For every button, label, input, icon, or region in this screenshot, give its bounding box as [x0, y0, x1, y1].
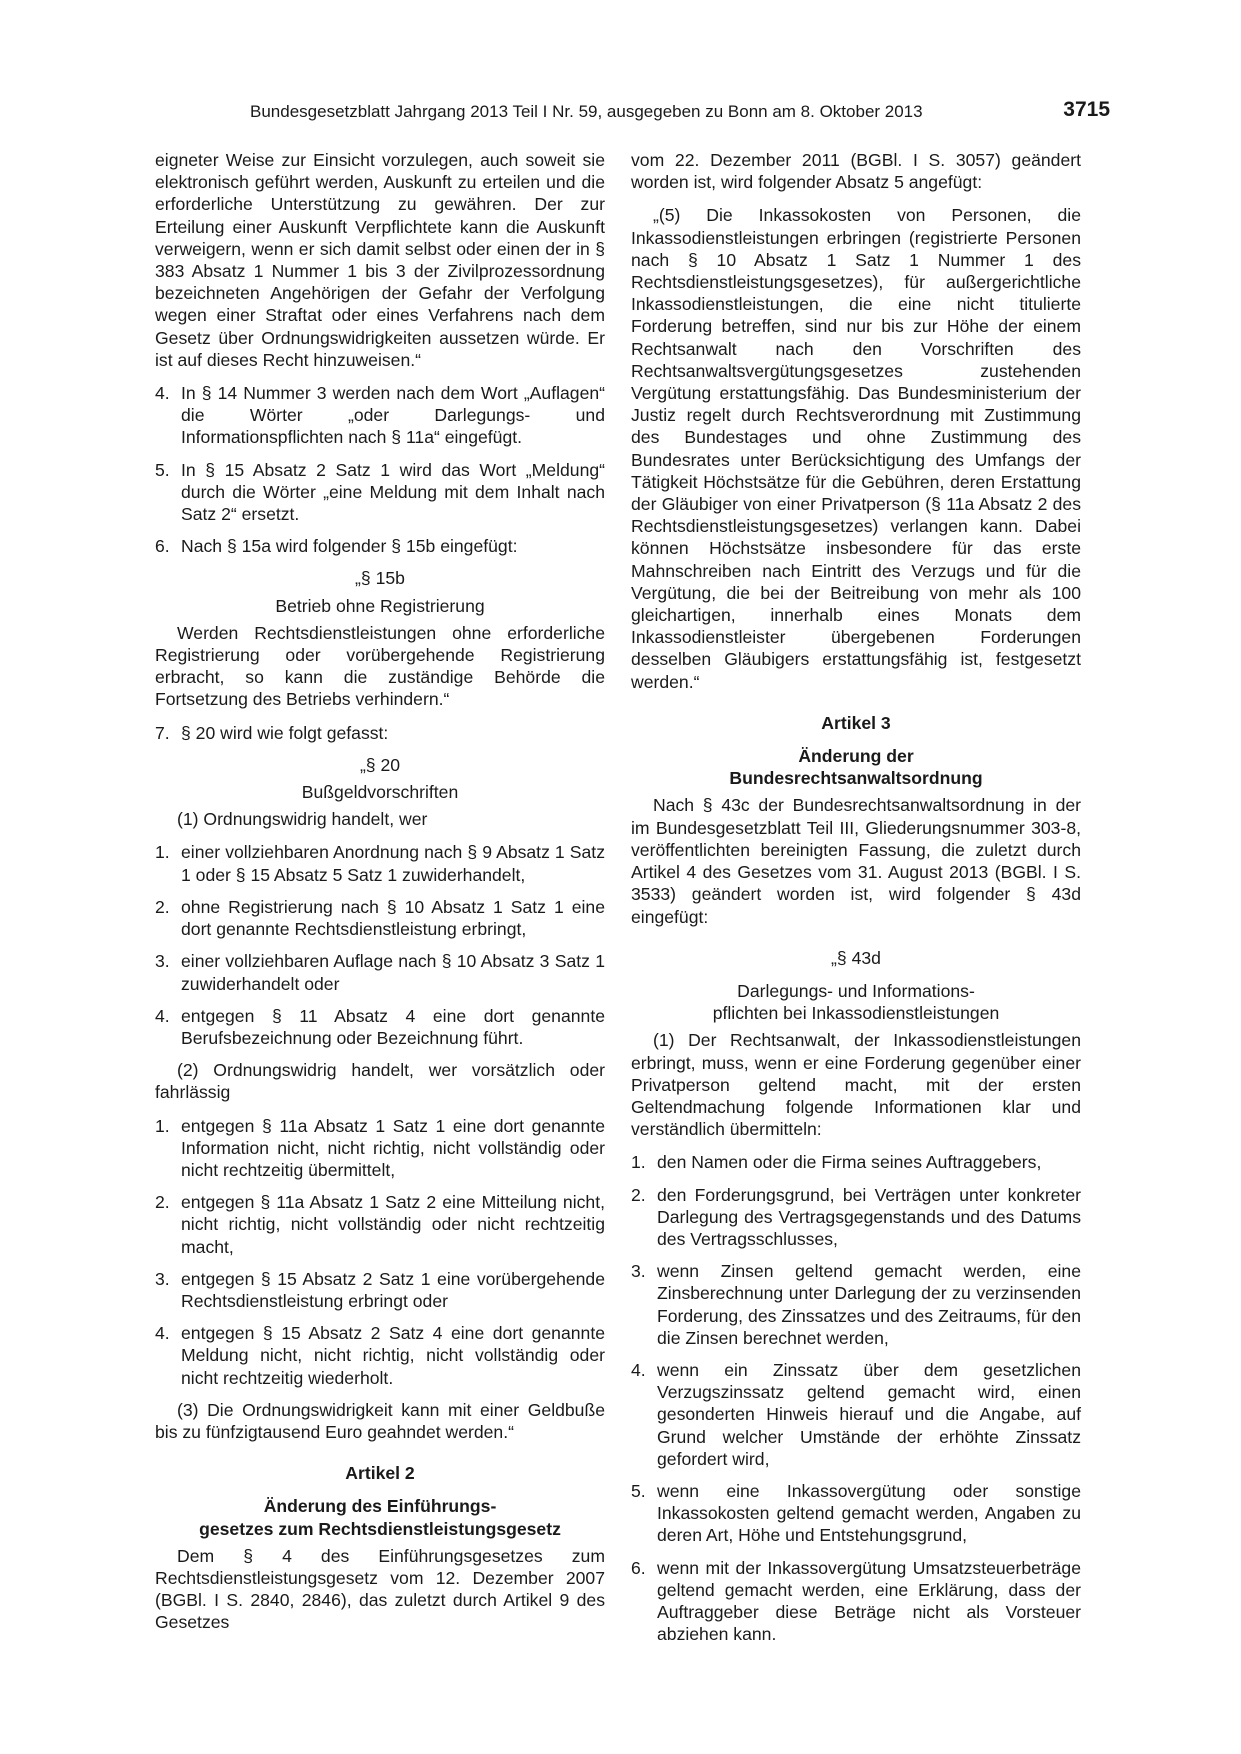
left-column	[155, 149, 605, 1639]
list-item	[155, 1322, 605, 1389]
item-text: entgegen § 11a Absatz 1 Satz 2 eine Mitteilung nicht, nicht richtig, nicht vollständig oder nicht rechtzeitig macht,	[181, 1192, 605, 1257]
list-item	[631, 1260, 1081, 1349]
item-number: 5.	[631, 1480, 646, 1501]
item-text: entgegen § 15 Absatz 2 Satz 4 eine dort genannte Meldung nicht, nicht richtig, nicht vollständig oder nicht rechtzeitig wiederholt.	[181, 1323, 605, 1388]
item-text: den Forderungsgrund, bei Verträgen unter konkreter Darlegung des Vertragsgegenstands und des Datums des Vertragsschlusses,	[657, 1184, 1081, 1249]
paragraph-s43d-abs1: (1) Der Rechtsanwalt, der Inkassodienstleistungen erbringt, muss, wenn er eine Forderung gegenüber einer Privatperson geltend macht, mit der ersten Geltendmachung folgende Informationen klar und verständlich übermitteln:	[631, 1030, 1081, 1140]
article-title: gesetzes zum Rechtsdienstleistungsgesetz	[199, 1518, 561, 1539]
list-item	[631, 1184, 1081, 1251]
list-item	[155, 896, 605, 940]
item-number: 5.	[155, 459, 170, 480]
item-text: In § 15 Absatz 2 Satz 1 wird das Wort „Meldung“ durch die Wörter „eine Meldung mit dem Inhalt nach Satz 2“ ersetzt.	[181, 459, 605, 525]
item-text: wenn ein Zinssatz über dem gesetzlichen Verzugszinssatz geltend gemacht wird, einen gesonderten Hinweis hierauf und die Angabe, auf Grund welcher Umstände der erhöhte Zinssatz gefordert wird,	[657, 1359, 1081, 1469]
paragraph-continued: vom 22. Dezember 2011 (BGBl. I S. 3057) geändert worden ist, wird folgender Absatz 5 angefügt:	[631, 150, 1081, 193]
list-item	[155, 841, 605, 885]
article-text: Nach § 43c der Bundesrechtsanwaltsordnung in der im Bundesgesetzblatt Teil III, Gliederungsnummer 303-8, veröffentlichten bereinigten Fassung, die zuletzt durch Artikel 4 des Gesetzes vom 31. August 2013 (BGBl. I S. 3533) geändert worden ist, wird folgender § 43d eingefügt:	[631, 795, 1081, 927]
item-number: 4.	[155, 1323, 170, 1344]
item-number: 3.	[631, 1261, 646, 1282]
item-number: 7.	[155, 722, 170, 743]
item-number: 3.	[155, 951, 170, 972]
article-text: Dem § 4 des Einführungsgesetzes zum Rechtsdienstleistungsgesetz vom 12. Dezember 2007 (BGBl. I S. 2840, 2846), das zuletzt durch Artikel 9 des Gesetzes	[155, 1545, 605, 1633]
item-number: 1.	[631, 1152, 646, 1173]
right-column	[631, 149, 1081, 1655]
section-text: Werden Rechtsdienstleistungen ohne erforderliche Registrierung oder vorübergehende Registrierung erbracht, so kann die zuständige Behörde die Fortsetzung des Betriebs verhindern.“	[155, 622, 605, 710]
item-text: einer vollziehbaren Anordnung nach § 9 Absatz 1 Satz 1 oder § 15 Absatz 5 Satz 1 zuwiderhandelt,	[181, 842, 605, 885]
item-text: § 20 wird wie folgt gefasst:	[181, 722, 389, 743]
gazette-title: Bundesgesetzblatt Jahrgang 2013 Teil I Nr. 59, ausgegeben zu Bonn am 8. Oktober 2013	[250, 102, 923, 121]
item-text: entgegen § 15 Absatz 2 Satz 1 eine vorübergehende Rechtsdienstleistung erbringt oder	[181, 1268, 605, 1311]
item-text: ohne Registrierung nach § 10 Absatz 1 Satz 1 eine dort genannte Rechtsdienstleistung erbringt,	[181, 896, 605, 940]
list-item	[155, 722, 605, 744]
list-item	[155, 1268, 605, 1312]
section-title: Darlegungs- und Informations-	[737, 980, 975, 1001]
item-number: 2.	[155, 896, 170, 917]
section-heading: „§ 15b	[355, 568, 405, 589]
item-text: entgegen § 11 Absatz 4 eine dort genannte Berufsbezeichnung oder Bezeichnung führt.	[181, 1005, 605, 1048]
item-text: den Namen oder die Firma seines Auftraggebers,	[657, 1152, 1042, 1173]
list-item	[631, 1151, 1081, 1173]
list-item	[631, 1480, 1081, 1547]
section-title: Bußgeldvorschriften	[301, 782, 459, 803]
item-number: 4.	[155, 1005, 170, 1026]
article-title: Änderung der	[798, 746, 914, 767]
section-heading: „§ 20	[359, 754, 401, 775]
item-text: wenn mit der Inkassovergütung Umsatzsteuerbeträge geltend gemacht werden, eine Erklärung, dass der Auftraggeber diese Beträge nicht als Vorsteuer abziehen kann.	[657, 1557, 1081, 1645]
item-number: 3.	[155, 1268, 170, 1289]
item-text: wenn eine Inkassovergütung oder sonstige Inkassokosten geltend gemacht werden, Angaben zu deren Art, Höhe und Entstehungsgrund,	[657, 1480, 1081, 1546]
section-title: Betrieb ohne Registrierung	[275, 595, 485, 616]
page-header	[250, 98, 1110, 126]
item-number: 2.	[155, 1192, 170, 1213]
list-item	[631, 1557, 1081, 1646]
item-text: entgegen § 11a Absatz 1 Satz 1 eine dort genannte Information nicht, nicht richtig, nicht vollständig oder nicht rechtzeitig übermittelt,	[181, 1115, 605, 1180]
paragraph-abs3: (3) Die Ordnungswidrigkeit kann mit einer Geldbuße bis zu fünfzigtausend Euro geahndet werden.“	[155, 1399, 605, 1442]
section-heading: „§ 43d	[831, 947, 881, 968]
list-item	[155, 459, 605, 526]
article-heading: Artikel 3	[821, 712, 891, 733]
article-title: Bundesrechtsanwaltsordnung	[729, 768, 983, 789]
list-item	[155, 1191, 605, 1258]
item-text: In § 14 Nummer 3 werden nach dem Wort „Auflagen“ die Wörter „oder Darlegungs- und Informationspflichten nach § 11a“ eingefügt.	[181, 383, 605, 448]
item-text: Nach § 15a wird folgender § 15b eingefügt:	[181, 536, 518, 557]
list-item	[155, 1005, 605, 1049]
item-number: 6.	[155, 536, 170, 557]
list-item	[155, 382, 605, 449]
abs2-list	[155, 1115, 605, 1389]
item-text: wenn Zinsen geltend gemacht werden, eine Zinsberechnung unter Darlegung der zu verzinsenden Forderung, des Zinssatzes und des Zeitraums, für den die Zinsen berechnet werden,	[657, 1261, 1081, 1348]
paragraph-abs1: (1) Ordnungswidrig handelt, wer	[177, 809, 428, 830]
page-number: 3715	[1063, 98, 1110, 121]
article-title: Änderung des Einführungs-	[263, 1496, 497, 1517]
list-item	[631, 1359, 1081, 1470]
item-number: 6.	[631, 1557, 646, 1578]
s43d-list	[631, 1151, 1081, 1645]
paragraph-intro: eigneter Weise zur Einsicht vorzulegen, auch soweit sie elektronisch geführt werden, Auskunft zu erteilen und die erforderliche Unterstützung zu gewähren. Der zur Erteilung einer Auskunft Verpflichtete kann die Auskunft verweigern, wenn er sich damit selbst oder einen der in § 383 Absatz 1 Nummer 1 bis 3 der Zivilprozessordnung bezeichneten Angehörigen der Gefahr der Verfolgung wegen einer Straftat oder eines Verfahrens nach dem Gesetz über Ordnungswidrigkeiten aussetzen würde. Er ist auf dieses Recht hinzuweisen.“	[155, 150, 605, 370]
list-item	[155, 535, 605, 557]
paragraph-abs5: „(5) Die Inkassokosten von Personen, die Inkassodienstleistungen erbringen (registrierte Personen nach § 10 Absatz 1 Satz 1 Nummer 1 des Rechtsdienstleistungsgesetzes), für außergerichtliche Inkassodienstleistungen, die eine nicht titulierte Forderung betreffen, sind nur bis zur Höhe der einem Rechtsanwalt nach den Vorschriften des Rechtsanwaltsvergütungsgesetzes zustehenden Vergütung erstattungsfähig. Das Bundesministerium der Justiz regelt durch Rechtsverordnung mit Zustimmung des Bundestages und ohne Zustimmung des Bundesrates unter Berücksichtigung des Umfangs der Tätigkeit Höchstsätze für die Gebühren, deren Erstattung der Gläubiger von einer Privatperson (§ 11a Absatz 2 des Rechtsdienstleistungsgesetzes) verlangen kann. Dabei können Höchstsätze insbesondere für das erste Mahnschreiben nach Eintritt des Verzugs und für die Vergütung, die bei der Beitreibung von mehr als 100 gleichartigen, innerhalb eines Monats dem Inkassodienstleister übergebenen Forderungen desselben Gläubigers erstattungsfähig ist, festgesetzt werden.“	[631, 205, 1081, 692]
list-item	[155, 950, 605, 994]
item-number: 4.	[631, 1359, 646, 1380]
paragraph-abs2: (2) Ordnungswidrig handelt, wer vorsätzlich oder fahrlässig	[155, 1060, 605, 1103]
item-number: 2.	[631, 1184, 646, 1205]
abs1-list	[155, 841, 605, 1049]
article-heading: Artikel 2	[345, 1463, 415, 1484]
item-number: 1.	[155, 842, 170, 863]
item-number: 4.	[155, 383, 170, 404]
item-text: einer vollziehbaren Auflage nach § 10 Absatz 3 Satz 1 zuwiderhandelt oder	[181, 951, 605, 994]
section-title: pflichten bei Inkassodienstleistungen	[712, 1003, 1000, 1024]
item-number: 1.	[155, 1115, 170, 1136]
list-item	[155, 1115, 605, 1182]
